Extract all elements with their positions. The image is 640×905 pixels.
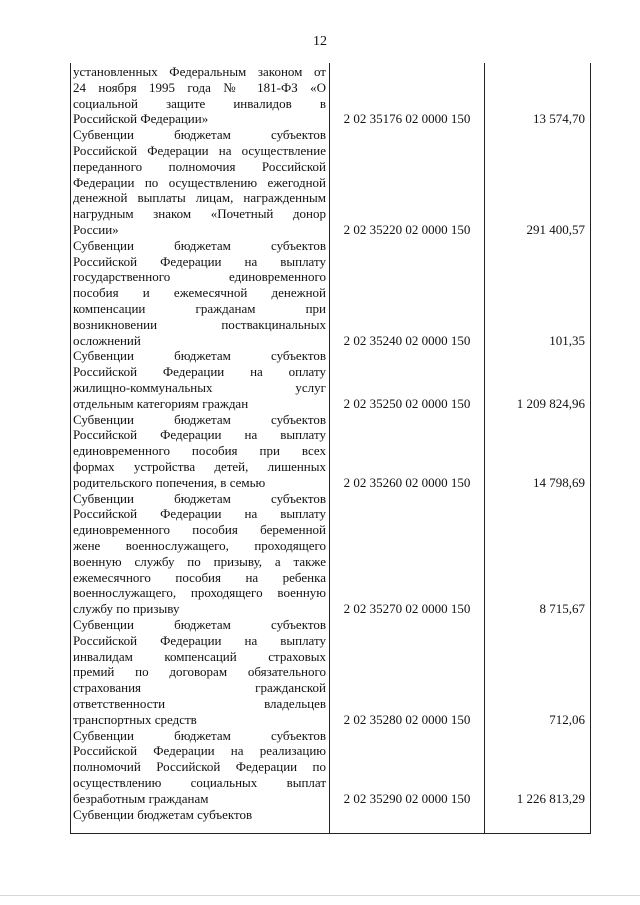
- description-line: осложнений: [73, 332, 141, 348]
- row-description: [73, 348, 326, 411]
- description-line: жене военнослужащего, проходящего: [73, 537, 326, 553]
- description-line: военнослужащего, проходящего военную: [73, 585, 326, 601]
- description-line: Российской Федерации на выплату: [73, 427, 326, 443]
- row-amount: 1 209 824,96: [516, 395, 585, 411]
- table-row: [70, 728, 589, 807]
- description-line: ежемесячного пособия на ребенка: [73, 569, 326, 585]
- row-amount: 1 226 813,29: [516, 790, 585, 806]
- description-line: транспортных средств: [73, 711, 197, 727]
- row-description: [73, 807, 326, 823]
- description-line: Субвенции бюджетам субъектов: [73, 127, 326, 143]
- description-line: компенсации гражданам при: [73, 300, 326, 316]
- row-amount: 8 715,67: [539, 601, 585, 617]
- page-bottom-rule: [0, 895, 640, 896]
- description-line: Субвенции бюджетам субъектов: [73, 237, 326, 253]
- description-line: инвалидам компенсаций страховых: [73, 648, 326, 664]
- row-description: [73, 64, 326, 127]
- table-row: [70, 807, 589, 823]
- row-code: 2 02 35290 02 0000 150: [343, 790, 471, 806]
- row-code: 2 02 35280 02 0000 150: [343, 711, 471, 727]
- row-code: 2 02 35240 02 0000 150: [343, 332, 471, 348]
- table-row: [70, 491, 589, 617]
- row-code: 2 02 35250 02 0000 150: [343, 395, 471, 411]
- description-line: Субвенции бюджетам субъектов: [73, 727, 326, 743]
- description-line: военную службу по призыву, а также: [73, 553, 326, 569]
- table-row: [70, 412, 589, 491]
- description-line: Российской Федерации на осуществление: [73, 142, 326, 158]
- description-line: жилищно-коммунальных услуг: [73, 379, 326, 395]
- row-description: [73, 728, 326, 807]
- description-line: Субвенции бюджетам субъектов: [73, 617, 326, 632]
- description-line: Субвенции бюджетам субъектов: [73, 411, 326, 427]
- description-line: отдельным категориям граждан: [73, 395, 249, 411]
- table-row: [70, 617, 589, 728]
- row-description: [73, 127, 326, 238]
- description-line: единовременного пособия беременной: [73, 522, 326, 538]
- table-row: [70, 64, 589, 127]
- row-amount: 13 574,70: [533, 111, 585, 127]
- description-line: 24 ноября 1995 года № 181-ФЗ «О: [73, 79, 326, 95]
- description-line: Субвенции бюджетам субъектов: [73, 490, 326, 506]
- description-line: установленных Федеральным законом от: [73, 64, 326, 79]
- description-line: родительского попечения, в семью: [73, 474, 266, 490]
- row-amount: 712,06: [549, 711, 585, 727]
- description-line: страхования гражданской: [73, 680, 326, 696]
- description-line: полномочий Российской Федерации по: [73, 759, 326, 775]
- description-line: Российской Федерации на выплату: [73, 253, 326, 269]
- table-row: [70, 348, 589, 411]
- description-line: единовременного пособия при всех: [73, 443, 326, 459]
- description-line: премий по договорам обязательного: [73, 664, 326, 680]
- description-line: службу по призыву: [73, 601, 180, 617]
- table-row: [70, 127, 589, 238]
- row-description: [73, 617, 326, 728]
- row-code: 2 02 35270 02 0000 150: [343, 601, 471, 617]
- description-line: Российской Федерации»: [73, 111, 209, 127]
- row-amount: 14 798,69: [533, 474, 585, 490]
- row-code: 2 02 35260 02 0000 150: [343, 474, 471, 490]
- description-line: ответственности владельцев: [73, 695, 326, 711]
- description-line: переданного полномочия Российской: [73, 158, 326, 174]
- description-line: нагрудным знаком «Почетный донор: [73, 206, 326, 222]
- description-line: безработным гражданам: [73, 790, 209, 806]
- row-description: [73, 238, 326, 349]
- row-code: 2 02 35176 02 0000 150: [343, 111, 471, 127]
- row-code: 2 02 35220 02 0000 150: [343, 221, 471, 237]
- description-line: Российской Федерации на выплату: [73, 506, 326, 522]
- row-description: [73, 491, 326, 617]
- row-description: [73, 412, 326, 491]
- description-line: государственного единовременного: [73, 269, 326, 285]
- description-line: денежной выплаты лицам, награжденным: [73, 190, 326, 206]
- row-amount: 101,35: [549, 332, 585, 348]
- description-line: Российской Федерации на оплату: [73, 364, 326, 380]
- description-line: Российской Федерации на реализацию: [73, 743, 326, 759]
- page-number: 12: [313, 34, 327, 49]
- description-line: Субвенции бюджетам субъектов: [73, 348, 326, 364]
- description-line: формах устройства детей, лишенных: [73, 458, 326, 474]
- description-line: возникновении поствакцинальных: [73, 316, 326, 332]
- row-amount: 291 400,57: [526, 221, 585, 237]
- description-line: социальной защите инвалидов в: [73, 95, 326, 111]
- description-line: Федерации по осуществлению ежегодной: [73, 174, 326, 190]
- description-line: Российской Федерации на выплату: [73, 632, 326, 648]
- description-line: осуществлению социальных выплат: [73, 774, 326, 790]
- description-line: Субвенции бюджетам субъектов: [73, 806, 253, 822]
- table-row: [70, 238, 589, 349]
- description-line: России»: [73, 221, 119, 237]
- description-line: пособия и ежемесячной денежной: [73, 285, 326, 301]
